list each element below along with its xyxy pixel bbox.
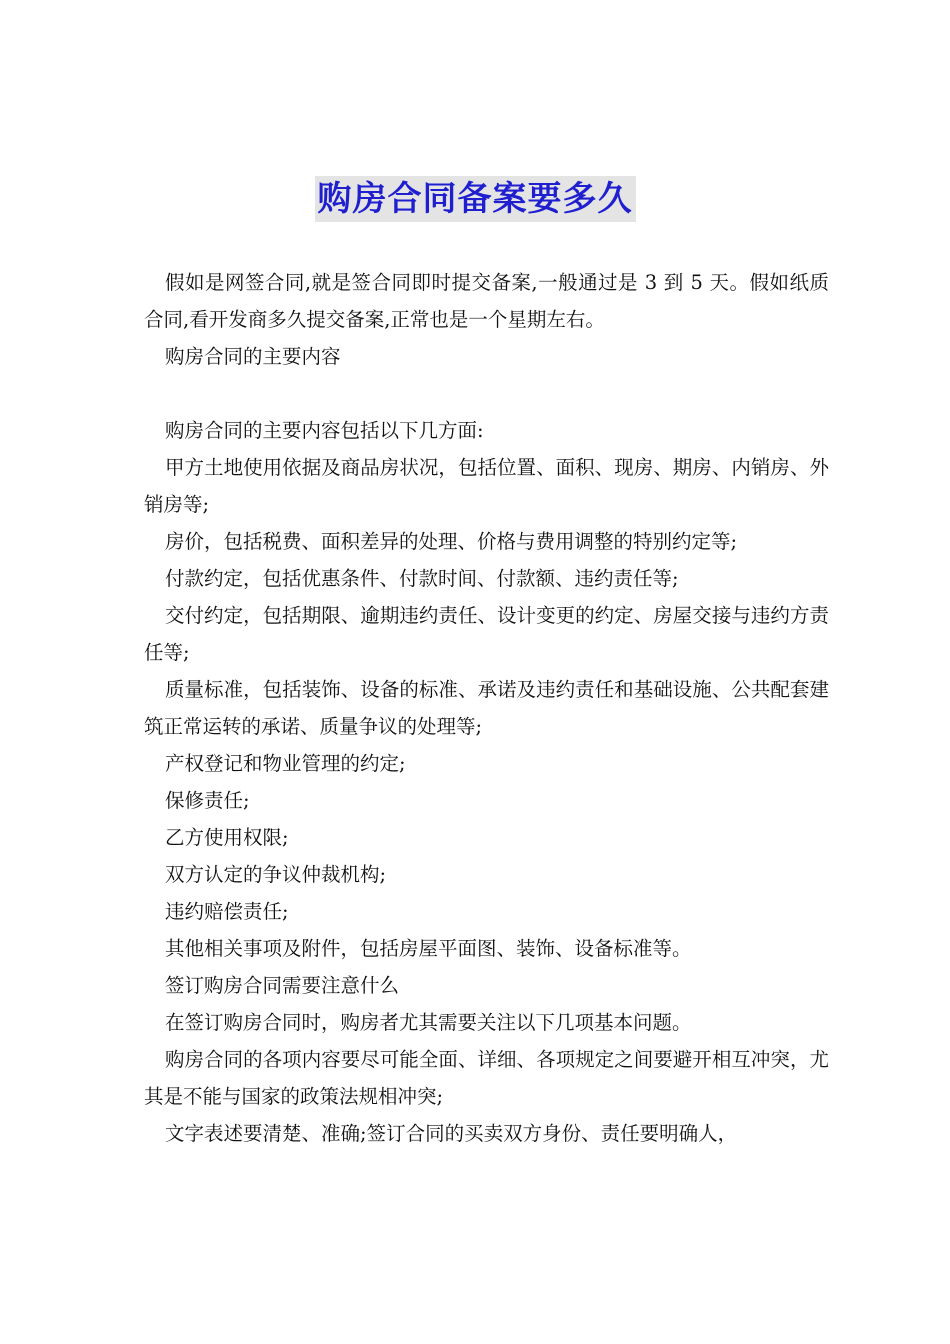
- paragraph-content-intro: 购房合同的主要内容包括以下几方面:: [165, 419, 484, 442]
- list-item-attachments: 其他相关事项及附件，包括房屋平面图、装饰、设备标准等。: [165, 937, 692, 960]
- list-item-price: 房价，包括税费、面积差异的处理、价格与费用调整的特别约定等;: [165, 530, 738, 553]
- document-title: 购房合同备案要多久: [315, 176, 636, 222]
- list-item-land-use: 甲方土地使用依据及商品房状况，包括位置、面积、现房、期房、内销房、外销房等;: [144, 456, 829, 516]
- paragraph-spacer: [144, 375, 829, 412]
- paragraph-notes-intro: 在签订购房合同时，购房者尤其需要关注以下几项基本问题。: [165, 1011, 692, 1034]
- paragraph-notes-completeness: 购房合同的各项内容要尽可能全面、详细、各项规定之间要避开相互冲突，尤其是不能与国家的政策法规相冲突;: [144, 1048, 829, 1108]
- list-item-property-rights: 产权登记和物业管理的约定;: [165, 752, 406, 775]
- list-item-payment: 付款约定，包括优惠条件、付款时间、付款额、违约责任等;: [165, 567, 679, 590]
- list-item-quality: 质量标准，包括装饰、设备的标准、承诺及违约责任和基础设施、公共配套建筑正常运转的承诺、质量争议的处理等;: [144, 678, 829, 738]
- list-item-usage-rights: 乙方使用权限;: [165, 826, 289, 849]
- list-item-warranty: 保修责任;: [165, 789, 250, 812]
- list-item-delivery: 交付约定，包括期限、逾期违约责任、设计变更的约定、房屋交接与违约方责任等;: [144, 604, 829, 664]
- document-body: [144, 264, 829, 1152]
- section-heading-notes: 签订购房合同需要注意什么: [165, 974, 400, 997]
- section-heading-main-content: 购房合同的主要内容: [165, 345, 341, 368]
- list-item-arbitration: 双方认定的争议仲裁机构;: [165, 863, 387, 886]
- paragraph-filing-time: 假如是网签合同,就是签合同即时提交备案,一般通过是 3 到 5 天。假如纸质合同,看开发商多久提交备案,正常也是一个星期左右。: [144, 271, 829, 331]
- list-item-compensation: 违约赔偿责任;: [165, 900, 289, 923]
- title-wrap: [0, 176, 950, 222]
- paragraph-notes-wording: 文字表述要清楚、准确;签订合同的买卖双方身份、责任要明确人，: [165, 1122, 738, 1145]
